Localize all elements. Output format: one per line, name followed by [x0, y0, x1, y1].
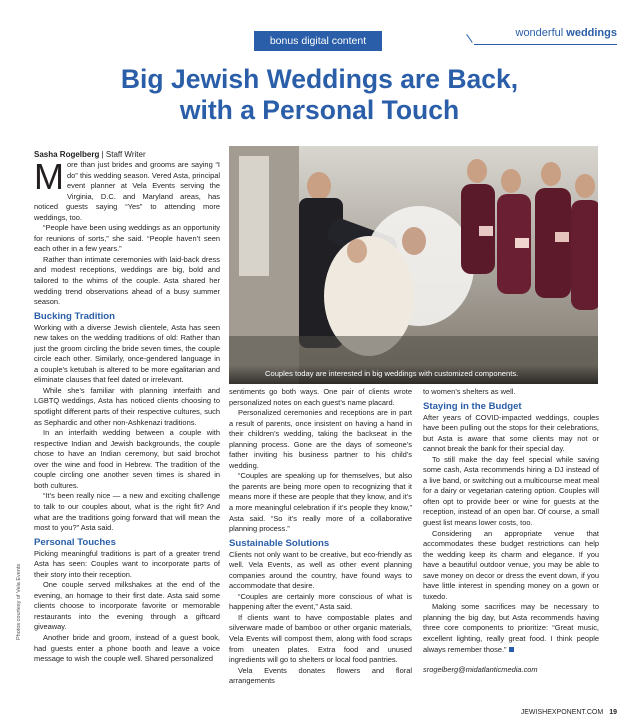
paragraph: If clients want to have compostable plates and silverware made of bamboo or other organic materials, Vela Events will compost them, along with food scraps from uneaten plates. Extra food and unused ingredients will go to shelters or local food pantries.: [229, 612, 412, 665]
paragraph: Vela Events donates flowers and floral arrangements: [229, 665, 412, 686]
paragraph: “Couples are certainly more conscious of what is happening after the event,” Asta said.: [229, 591, 412, 612]
page-number: 19: [609, 709, 617, 716]
paragraph: “People have been using weddings as an opportunity for reunions of sorts,” she said. “People haven’t seen each other in a few years.”: [34, 223, 220, 254]
paragraph: to women’s shelters as well.: [423, 387, 516, 396]
paragraph: To still make the day feel special while saving some cash, Asta recommends hiring a DJ instead of a live band, or switching out a multicourse meat meal for a dairy or vegetarian catering option. Couples will often opt to provide beer or wine for guests at the reception, instead of an open bar. Of course, a small guest list means lower costs, too.: [423, 454, 599, 528]
headline-line-1: Big Jewish Weddings are Back,: [120, 64, 519, 94]
paragraph-final: [423, 602, 599, 655]
section-label: [516, 27, 618, 39]
final-text: Making some sacrifices may be necessary to planning the big day, but Asta recommends having three core components to prioritize: “Great music, excellent lighting, really great food. I think people always remember those.”: [423, 602, 599, 654]
intro-paragraph: [34, 156, 220, 223]
wedding-photo-image: [229, 146, 598, 384]
byline-author: Sasha Rogelberg: [34, 150, 100, 159]
paragraph: sentiments go both ways. One pair of clients wrote personalized notes on each guest’s name placard.: [229, 387, 412, 407]
subhead-sustainable-solutions: Sustainable Solutions: [229, 537, 330, 549]
headline-line-2: with a Personal Touch: [179, 95, 460, 125]
paragraph: “Couples are speaking up for themselves, but also the parents are being more open to recognizing that it means more if these are people that they know, and it’s a more meaningful celebration if it’s people they know,” Asta said. “So it’s really more of a collaborative planning process.”: [229, 471, 412, 534]
intro-text: ore than just brides and grooms are saying “I do” this wedding season. Vered Asta, principal event planner at Vela Events serving the Virginia, D.C. and Maryland areas, has noticed guests saying “Yes” to attending more weddings, too.: [34, 160, 220, 222]
photo-caption: Couples today are interested in big weddings with customized components.: [229, 365, 598, 384]
footer-site: JEWISHEXPONENT.COM: [520, 709, 604, 716]
paragraph: Personalized ceremonies and receptions are in part a result of parents, once insistent on having a hand in their children’s wedding, taking the backseat in the planning process. Gone are the days of someone’s father inviting his business partner to his child’s wedding.: [229, 408, 412, 470]
paragraph: Rather than intimate ceremonies with laid-back dress and modest receptions, weddings are big, bold and tailored to the whims of the couple. Asta shared her wedding trend observations ahead of a busy summer season.: [34, 254, 220, 307]
section-tick: [466, 34, 473, 43]
paragraph: “It’s been really nice — a new and exciting challenge to talk to our couples about, what is the right fit? And what are the traditions going forward that will mean the most to you?” Asta said.: [34, 491, 220, 533]
photo-credit: Photos courtesy of Vela Events: [16, 563, 22, 640]
paragraph: Another bride and groom, instead of a guest book, had guests enter a phone booth and leave a voice message to wish the couple well. Shared personalized: [34, 632, 220, 664]
paragraph: While she’s familiar with planning interfaith and LGBTQ weddings, Asta has noticed clients choosing to spotlight different parts of their respective cultures, such as Sephardic and other non-Ashkenazi traditions.: [34, 385, 220, 427]
author-email-link[interactable]: srogelberg@midatlanticmedia.com: [423, 665, 538, 675]
paragraph: After years of COVID-impacted weddings, couples have been pulling out the stops for their celebrations, but Asta is aware that some clients may not or cannot break the bank for their special day.: [423, 412, 599, 454]
drop-cap: M: [34, 156, 64, 197]
byline: Sasha Rogelberg | Staff Writer: [34, 150, 146, 159]
bonus-content-tab: bonus digital content: [254, 31, 382, 51]
subhead-personal-touches: Personal Touches: [34, 536, 116, 548]
page-footer: [521, 709, 617, 716]
paragraph: Working with a diverse Jewish clientele, Asta has seen new takes on the wedding traditions of old: Rather than just the groom circling the bride seven times, the couple circle each other. Similarly, once-gendered language in a couple’s ketubah is altered to be more egalitarian and eliminate clauses that feel dated or irrelevant.: [34, 322, 220, 385]
section-name: weddings: [566, 27, 617, 39]
article-column-2: [229, 387, 412, 687]
paragraph: Clients not only want to be creative, but eco-friendly as well. Vela Events, as well as other event planning companies around the country, have found ways to accommodate that desire.: [229, 549, 412, 591]
article-column-1: [34, 156, 220, 665]
subhead-bucking-tradition: Bucking Tradition: [34, 310, 116, 322]
subhead-staying-in-budget: Staying in the Budget: [423, 400, 522, 412]
paragraph: One couple served milkshakes at the end of the evening, an homage to their first date. Asta said some clients choose to incorporate favorite or memorable restaurants into the evening through a giftcard giveaway.: [34, 580, 220, 632]
section-rule: [474, 44, 617, 45]
paragraph: Picking meaningful traditions is part of a greater trend Asta has seen: Couples want to incorporate parts of their story into their reception.: [34, 548, 220, 579]
wedding-photo: [229, 146, 598, 384]
paragraph: Considering an appropriate venue that accommodates these budget restrictions can help the wedding keep its charm and elegance. If you have a beautiful outdoor venue, you may be able to save money on decor or dress the event down, if you have little interest in spending money on a gown or tuxedo.: [423, 528, 599, 601]
byline-role: Staff Writer: [105, 150, 146, 159]
article-column-3: [423, 387, 599, 676]
headline: [20, 64, 619, 126]
section-prefix: wonderful: [515, 27, 567, 39]
end-mark-icon: [509, 647, 514, 652]
paragraph: In an interfaith wedding between a couple with respective Indian and Jewish backgrounds, the couple chose to have an Indian ceremony, but said brochot over the wine and food in Hebrew. The tradition of the couple circling one another seven times is shared in both cultures.: [34, 428, 220, 490]
